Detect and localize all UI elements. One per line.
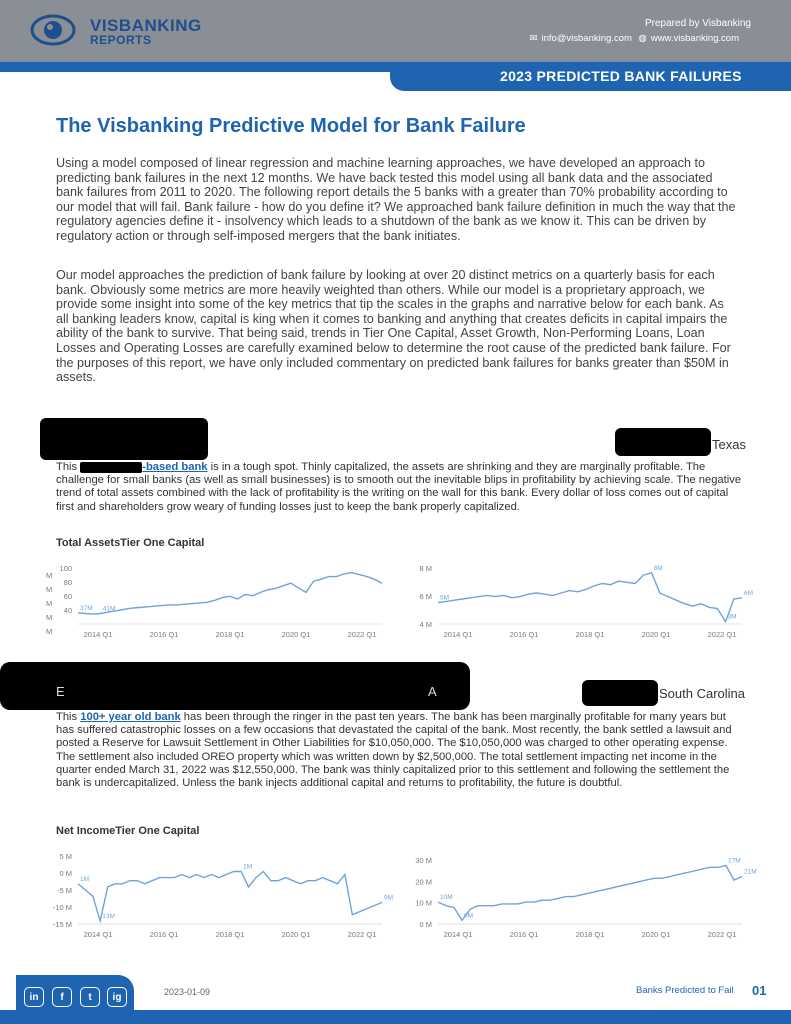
twitter-icon[interactable]: t bbox=[80, 987, 100, 1007]
y-tick-label: -5 M bbox=[57, 886, 72, 895]
bank2-link[interactable]: 100+ year old bank bbox=[80, 711, 181, 723]
y-tick-label: -10 M bbox=[52, 903, 72, 912]
x-tick-label: 2020 Q1 bbox=[641, 930, 671, 939]
data-label: 6M bbox=[744, 589, 754, 597]
facebook-icon[interactable]: f bbox=[52, 987, 72, 1007]
redacted-city bbox=[615, 428, 711, 456]
series-line bbox=[438, 573, 742, 622]
y-tick-label: 20 M bbox=[415, 877, 432, 887]
bank2-state: South Carolina bbox=[659, 686, 745, 701]
data-label: 17M bbox=[728, 857, 741, 865]
y-tick-unit: M bbox=[46, 585, 53, 594]
net-income-chart bbox=[40, 848, 394, 940]
y-tick-label: -15 M bbox=[52, 920, 72, 929]
instagram-icon[interactable]: ig bbox=[107, 987, 127, 1007]
x-tick-label: 2020 Q1 bbox=[281, 630, 311, 639]
website-link[interactable]: www.visbanking.com bbox=[650, 33, 739, 44]
data-label: 10M bbox=[440, 894, 453, 902]
x-tick-label: 2014 Q1 bbox=[83, 630, 113, 639]
y-tick-label: 30 M bbox=[415, 856, 432, 865]
tier-one-capital-chart-1 bbox=[400, 560, 754, 640]
redacted-city-2 bbox=[582, 680, 658, 706]
bank2-chart-title: Net IncomeTier One Capital bbox=[56, 825, 200, 837]
y-tick-label: 40 bbox=[63, 606, 72, 615]
data-label: 8M bbox=[653, 564, 663, 572]
data-label: 3M bbox=[727, 613, 737, 621]
page-number: 01 bbox=[752, 983, 767, 998]
y-tick-unit: M bbox=[46, 571, 53, 580]
eye-logo-icon bbox=[30, 10, 76, 50]
x-tick-label: 2018 Q1 bbox=[215, 930, 245, 939]
x-tick-label: 2022 Q1 bbox=[707, 630, 737, 639]
data-label: 21M bbox=[744, 868, 757, 876]
contact-line bbox=[525, 33, 739, 44]
linkedin-icon[interactable]: in bbox=[24, 987, 44, 1007]
y-tick-label: 80 bbox=[63, 578, 72, 587]
logo-wordmark: VISBANKING bbox=[90, 16, 202, 35]
bank1-description: This -based bank is in a tough spot. Thinly capitalized, the assets are shrinking and they are marginally profitable. The challenge for small banks (as well as small businesses) is to smooth out the inevitable blips in profitability by achieving scale. The negative trend of total assets combined with the lack of profitability is the writing on the wall for this bank. Every dollar of loss comes out of capital first and shareholders grow weary of funding losses just to keep the bank properly capitalized. bbox=[56, 461, 742, 513]
bank1-state: Texas bbox=[712, 437, 746, 452]
y-tick-unit: M bbox=[46, 613, 53, 622]
y-tick-label: 8 M bbox=[419, 564, 432, 573]
total-assets-chart bbox=[40, 560, 390, 640]
y-tick-label: 5 M bbox=[59, 852, 72, 861]
x-tick-label: 2014 Q1 bbox=[443, 930, 473, 939]
y-tick-unit: M bbox=[46, 599, 53, 608]
y-tick-label: 0 M bbox=[59, 869, 72, 878]
x-tick-label: 2020 Q1 bbox=[641, 630, 671, 639]
y-tick-label: 6 M bbox=[419, 592, 432, 601]
y-tick-label: 100 bbox=[59, 564, 72, 573]
mail-icon: ✉ bbox=[529, 33, 538, 44]
y-tick-label: 10 M bbox=[415, 898, 432, 908]
tier-one-capital-chart-2 bbox=[400, 852, 757, 940]
bank2-description: This 100+ year old bank has been through the ringer in the past ten years. The bank has been marginally profitable for many years but has suffered catastrophic losses on a few occasions that devastated the capital of the bank. Most recently, the bank settled a lawsuit and posted a Reserve for Lawsuit Settlement in Other Liabilities for $10,050,000. The $10,050,000 was charged to other operating expense. The settlement also included OREO property which was written down by $2,500,000. The total settlement impacting net income in the quarter ended March 31, 2022 was $12,550,000. The bank was thinly capitalized prior to this settlement and following the settlement the bank is undercapitalized. Unless the bank injects additional capital and returns to profitability, the future is doubtful. bbox=[56, 711, 732, 790]
series-line bbox=[438, 866, 742, 921]
data-label: 13M bbox=[102, 912, 115, 920]
data-label: 1M bbox=[80, 875, 90, 883]
x-tick-label: 2016 Q1 bbox=[509, 930, 539, 939]
x-tick-label: 2016 Q1 bbox=[509, 630, 539, 639]
series-line bbox=[78, 573, 382, 615]
report-banner-text: 2023 PREDICTED BANK FAILURES bbox=[500, 68, 742, 84]
data-label: 0M bbox=[464, 912, 474, 920]
intro-paragraph-2: Our model approaches the prediction of bank failure by looking at over 20 distinct metrics on a quarterly basis for each bank. Obviously some metrics are more heavily weighted than others. While our model is a proprietary approach, we provide some insight into some of the key metrics that tip the scales in the graphs and narrative below for each bank. As all banking leaders know, capital is king when it comes to banking and anything that creates deficits in capital impairs the ability of the bank to survive. That being said, trends in Tier One Capital, Asset Growth, Non-Performing Loans, Loan Losses and Operating Losses are carefully examined below to determine the root cause of the predicted bank failure. For the purposes of this report, we have only included commentary on predicted bank failures for banks greater than $50M in assets. bbox=[56, 268, 731, 385]
y-tick-unit: M bbox=[46, 627, 53, 636]
x-tick-label: 2018 Q1 bbox=[575, 630, 605, 639]
y-tick-label: 4 M bbox=[419, 620, 432, 629]
x-tick-label: 2022 Q1 bbox=[707, 930, 737, 939]
x-tick-label: 2018 Q1 bbox=[575, 930, 605, 939]
data-label: 9M bbox=[384, 894, 394, 902]
redacted-bank-name-2 bbox=[0, 662, 470, 710]
x-tick-label: 2018 Q1 bbox=[215, 630, 245, 639]
x-tick-label: 2020 Q1 bbox=[281, 930, 311, 939]
x-tick-label: 2016 Q1 bbox=[149, 930, 179, 939]
x-tick-label: 2022 Q1 bbox=[347, 930, 377, 939]
prepared-by: Prepared by Visbanking bbox=[645, 18, 751, 29]
footer-label: Banks Predicted to Fail bbox=[636, 985, 734, 996]
data-label: 41M bbox=[102, 605, 116, 613]
y-tick-label: 0 M bbox=[419, 920, 432, 929]
redacted-inline bbox=[80, 462, 142, 473]
data-label: 5M bbox=[440, 594, 450, 602]
redacted-bank-name bbox=[40, 418, 208, 460]
data-label: 1M bbox=[243, 863, 253, 871]
bank2-name-fragment-left: E bbox=[56, 684, 65, 699]
email-link[interactable]: info@visbanking.com bbox=[541, 33, 632, 44]
series-line bbox=[78, 872, 382, 921]
x-tick-label: 2014 Q1 bbox=[443, 630, 473, 639]
intro-paragraph-1: Using a model composed of linear regression and machine learning approaches, we have developed an approach to predicting bank failures in the next 12 months. We have back tested this model using all bank data and the associated bank failures from 2011 to 2020. The following report details the 5 banks with a greater than 70% probability according to our model that will fail. Bank failure - how do you define it? We approached bank failure definition in much the way that the regulatory agencies define it - insolvency which leads to a shutdown of the bank as we know it. This can be driven by regulatory action or through self-imposed mergers that the bank initiates. bbox=[56, 156, 736, 243]
x-tick-label: 2016 Q1 bbox=[149, 630, 179, 639]
globe-icon: ◍ bbox=[638, 33, 647, 44]
page-title: The Visbanking Predictive Model for Bank Failure bbox=[56, 115, 526, 137]
x-tick-label: 2022 Q1 bbox=[347, 630, 377, 639]
bank1-link[interactable]: -based bank bbox=[142, 461, 208, 473]
report-date: 2023-01-09 bbox=[164, 987, 211, 997]
bank2-name-fragment-right: A bbox=[428, 684, 437, 699]
logo-subtitle: REPORTS bbox=[90, 33, 152, 47]
x-tick-label: 2014 Q1 bbox=[83, 930, 113, 939]
data-label: 37M bbox=[80, 604, 93, 612]
bank1-chart-title: Total AssetsTier One Capital bbox=[56, 537, 205, 549]
y-tick-label: 60 bbox=[63, 592, 72, 601]
